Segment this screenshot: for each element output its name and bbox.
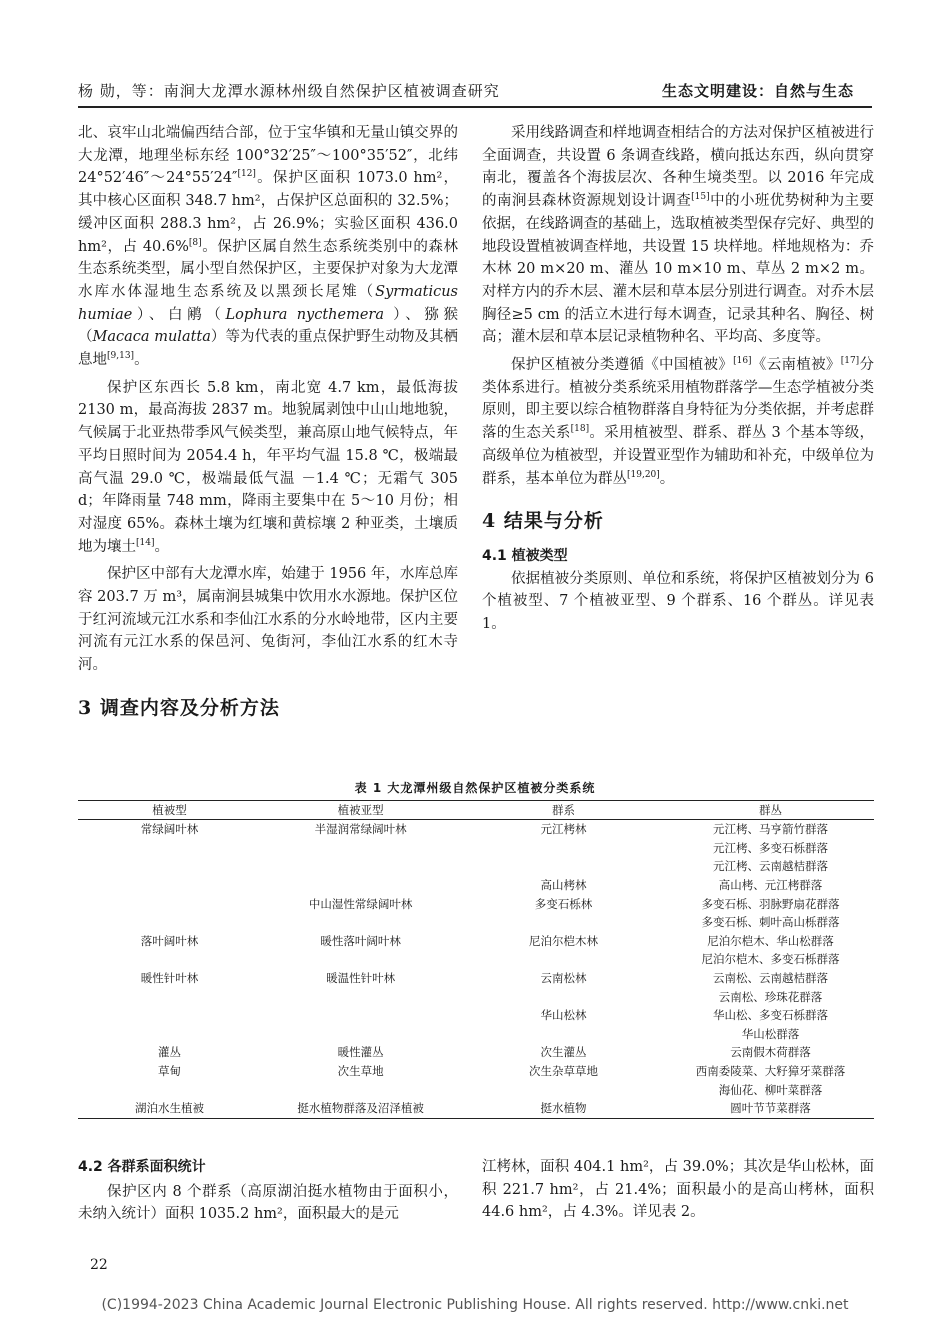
col-header-formation: 群系 bbox=[460, 801, 667, 820]
table-row bbox=[78, 932, 874, 951]
table-cell: 云南松、云南越桔群落 bbox=[713, 971, 829, 986]
table-cell bbox=[460, 950, 667, 969]
table-cell: 多变石栎、刺叶高山栎群落 bbox=[701, 915, 840, 930]
table-cell bbox=[460, 1025, 667, 1044]
table-row bbox=[78, 1043, 874, 1062]
table-cell: 暖性针叶林 bbox=[140, 971, 199, 986]
table-cell bbox=[261, 1025, 460, 1044]
table-cell: 湖泊水生植被 bbox=[78, 1099, 261, 1118]
table-row bbox=[78, 894, 874, 913]
table-cell: 元江栲林 bbox=[540, 822, 587, 837]
table-cell: 尼泊尔桤木林 bbox=[529, 933, 599, 948]
table-cell bbox=[78, 857, 261, 876]
table-cell bbox=[78, 894, 261, 913]
table-cell: 草甸 bbox=[158, 1064, 182, 1079]
table-cell bbox=[460, 857, 667, 876]
table-cell: 云南松、珍珠花群落 bbox=[718, 989, 823, 1004]
paragraph-area-stats-start: 保护区内 8 个群系（高原湖泊挺水植物由于面积小，未纳入统计）面积 1035.2 hm²，面积最大的是元 bbox=[78, 1183, 458, 1223]
left-column bbox=[78, 122, 458, 720]
table-cell bbox=[460, 839, 667, 858]
col-header-vegetation-type: 植被型 bbox=[78, 801, 261, 820]
table-cell: 尼泊尔桤木、华山松群落 bbox=[707, 933, 834, 948]
table-cell: 华山松群落 bbox=[741, 1026, 800, 1041]
table-cell bbox=[261, 987, 460, 1006]
copyright-footer: (C)1994-2023 China Academic Journal Electronic Publishing House. All rights reserved. http://www.cnki.net bbox=[101, 1297, 849, 1313]
paragraph-classification: 保护区植被分类遵循《中国植被》[16]《云南植被》[17]分类体系进行。植被分类系统采用植物群落学—生态学植被分类原则，即主要以综合植物群落自身特征为分类依据，并考虑群落的生态关系[18]。采用植被型、群系、群丛 3 个基本等级，高级单位为植被型，并设置亚型作为辅助和补充，中级单位为群系，基本单位为群丛[19,20]。 bbox=[482, 356, 875, 487]
table-cell bbox=[460, 1080, 667, 1099]
table-cell: 圆叶节节菜群落 bbox=[667, 1099, 874, 1118]
paragraph-reservoir: 保护区中部有大龙潭水库，始建于 1956 年，水库总库容 203.7 万 m³，属南涧县城集中饮用水水源地。保护区位于红河流域元江水系和李仙江水系的分水岭地带，区内主要河流有元江水系的保邑河、兔街河，李仙江水系的红木寺河。 bbox=[78, 566, 458, 674]
table-cell: 灌丛 bbox=[158, 1045, 182, 1060]
table-cell bbox=[460, 913, 667, 932]
table-row bbox=[78, 1006, 874, 1025]
table-cell: 云南松林 bbox=[540, 971, 587, 986]
header-rule bbox=[78, 106, 872, 108]
col-header-association: 群丛 bbox=[667, 801, 874, 820]
table-row bbox=[78, 969, 874, 988]
table-cell: 海仙花、柳叶菜群落 bbox=[718, 1082, 823, 1097]
bottom-right-column bbox=[482, 1156, 874, 1224]
table-cell: 西南委陵菜、大籽獐牙菜群落 bbox=[695, 1064, 846, 1079]
table-row bbox=[78, 1080, 874, 1099]
table-cell: 挺水植物 bbox=[460, 1099, 667, 1118]
paragraph-location: 北、哀牢山北端偏西结合部，位于宝华镇和无量山镇交界的大龙潭，地理坐标东经 100°32′25″～100°35′52″，北纬 24°52′46″～24°55′24″[12]。保护区面积 1073.0 hm²，其中核心区面积 348.7 hm²，占保护区总面积的 32.5%；缓冲区面积 288.3 hm²，占 26.9%；实验区面积 436.0 hm²，占 40.6%[8]。保护区属自然生态系统类别中的森林生态系统类型，属小型自然保护区，主要保护对象为大龙潭水库水体湿地生态系统及以黑颈长尾雉（Syrmaticus humiae）、白鹇（Lophura nycthemera ）、猕猴（Macaca mulatta）等为代表的重点保护野生动物及其栖息地[9,13]。 bbox=[78, 125, 459, 369]
subsection-4-1-heading: 4.1 植被类型 bbox=[482, 547, 568, 564]
table-cell: 元江栲、多变石栎群落 bbox=[713, 840, 829, 855]
col-header-subtype: 植被亚型 bbox=[261, 801, 460, 820]
table-cell: 华山松、多变石栎群落 bbox=[713, 1008, 829, 1023]
page-number: 22 bbox=[90, 1257, 108, 1273]
table-cell: 中山湿性常绿阔叶林 bbox=[308, 896, 413, 911]
running-header-section: 生态文明建设：自然与生态 bbox=[661, 82, 854, 100]
table-row bbox=[78, 950, 874, 969]
table-cell: 高山栲林 bbox=[540, 878, 587, 893]
table-cell bbox=[261, 1006, 460, 1025]
table-cell bbox=[78, 950, 261, 969]
section-4-heading: 4 结果与分析 bbox=[482, 510, 604, 533]
table-row bbox=[78, 987, 874, 1006]
table-cell: 半湿润常绿阔叶林 bbox=[314, 822, 407, 837]
running-header-authors-title: 杨 勋，等：南涧大龙潭水源林州级自然保护区植被调查研究 bbox=[78, 82, 500, 100]
table-cell bbox=[78, 1006, 261, 1025]
table-cell bbox=[78, 1025, 261, 1044]
paragraph-methods: 采用线路调查和样地调查相结合的方法对保护区植被进行全面调查，共设置 6 条调查线路，横向抵达东西，纵向贯穿南北，覆盖各个海拔层次、各种生境类型。以 2016 年完成的南涧县森林资源规划设计调查[15]中的小班优势树种为主要依据，在线路调查的基础上，选取植被类型保存完好、典型的地段设置植被调查样地，共设置 15 块样地。样地规格为：乔木林 20 m×20 m、灌丛 10 m×10 m、草丛 2 m×2 m。对样方内的乔木层、灌木层和草本层分别进行调查。对乔木层胸径≥5 cm 的活立木进行每木调查，记录其种名、胸径、树高；灌木层和草本层记录植物种名、平均高、多度等。 bbox=[482, 125, 875, 346]
table-cell bbox=[460, 987, 667, 1006]
table-cell: 尼泊尔桤木、多变石栎群落 bbox=[701, 952, 840, 967]
table-cell: 次生杂草草地 bbox=[529, 1064, 599, 1079]
table-cell bbox=[78, 1080, 261, 1099]
table-cell: 多变石栎林 bbox=[534, 896, 593, 911]
subsection-4-2-heading: 4.2 各群系面积统计 bbox=[78, 1159, 206, 1175]
table-cell: 暖性灌丛 bbox=[337, 1045, 384, 1060]
table-cell: 元江栲、云南越桔群落 bbox=[713, 859, 829, 874]
table-cell: 暖性落叶阔叶林 bbox=[320, 933, 401, 948]
table-row bbox=[78, 1099, 874, 1118]
section-3-heading: 3 调查内容及分析方法 bbox=[78, 696, 280, 719]
table-row bbox=[78, 820, 874, 839]
paragraph-climate: 保护区东西长 5.8 km，南北宽 4.7 km，最低海拔 2130 m，最高海拔 2837 m。地貌属剥蚀中山山地地貌，气候属于北亚热带季风气候类型，兼高原山地气候特点，年平均日照时间为 2054.4 h，年平均气温 15.8 ℃，极端最高气温 29.0 ℃，极端最低气温 －1.4 ℃；无霜气 305 d；年降雨量 748 mm，降雨主要集中在 5～10 月份；相对湿度 65%。森林土壤为红壤和黄棕壤 2 种亚类，土壤质地为壤土[14]。 bbox=[78, 379, 458, 555]
table-cell: 高山栲、元江栲群落 bbox=[718, 878, 823, 893]
table-cell: 暖温性针叶林 bbox=[326, 971, 396, 986]
table-row bbox=[78, 1062, 874, 1081]
table-cell: 云南假木荷群落 bbox=[730, 1045, 811, 1060]
table-cell: 常绿阔叶林 bbox=[140, 822, 199, 837]
paragraph-vegetation-types: 依据植被分类原则、单位和系统，将保护区植被划分为 6 个植被型、7 个植被亚型、9 个群系、16 个群丛。详见表 1。 bbox=[482, 570, 874, 633]
table-cell bbox=[78, 913, 261, 932]
table-cell bbox=[261, 950, 460, 969]
right-column bbox=[482, 122, 874, 636]
table-row bbox=[78, 1025, 874, 1044]
table-cell bbox=[261, 857, 460, 876]
table-cell: 元江栲、马亨箭竹群落 bbox=[713, 822, 829, 837]
table-cell: 挺水植物群落及沼泽植被 bbox=[261, 1099, 460, 1118]
bottom-left-column bbox=[78, 1156, 458, 1226]
table-row bbox=[78, 839, 874, 858]
table-cell: 落叶阔叶林 bbox=[140, 933, 199, 948]
table-cell: 次生草地 bbox=[337, 1064, 384, 1079]
table-cell bbox=[78, 839, 261, 858]
table-cell bbox=[261, 1080, 460, 1099]
table-cell bbox=[261, 913, 460, 932]
table-cell bbox=[261, 876, 460, 895]
table-row bbox=[78, 876, 874, 895]
table-cell bbox=[261, 839, 460, 858]
table-1 bbox=[78, 800, 874, 1119]
table-cell: 华山松林 bbox=[540, 1008, 587, 1023]
table-cell bbox=[78, 876, 261, 895]
table-cell: 次生灌丛 bbox=[540, 1045, 587, 1060]
table-cell: 多变石栎、羽脉野扇花群落 bbox=[701, 896, 840, 911]
table-header-row bbox=[78, 801, 874, 820]
paragraph-area-stats-end: 江栲林，面积 404.1 hm²，占 39.0%；其次是华山松林，面积 221.7 hm²，占 21.4%；面积最小的是高山栲林，面积 44.6 hm²，占 4.3%。详见表 2。 bbox=[482, 1159, 874, 1221]
table-row bbox=[78, 913, 874, 932]
table-1-caption: 表 1 大龙潭州级自然保护区植被分类系统 bbox=[354, 781, 596, 795]
table-row bbox=[78, 857, 874, 876]
table-cell bbox=[78, 987, 261, 1006]
